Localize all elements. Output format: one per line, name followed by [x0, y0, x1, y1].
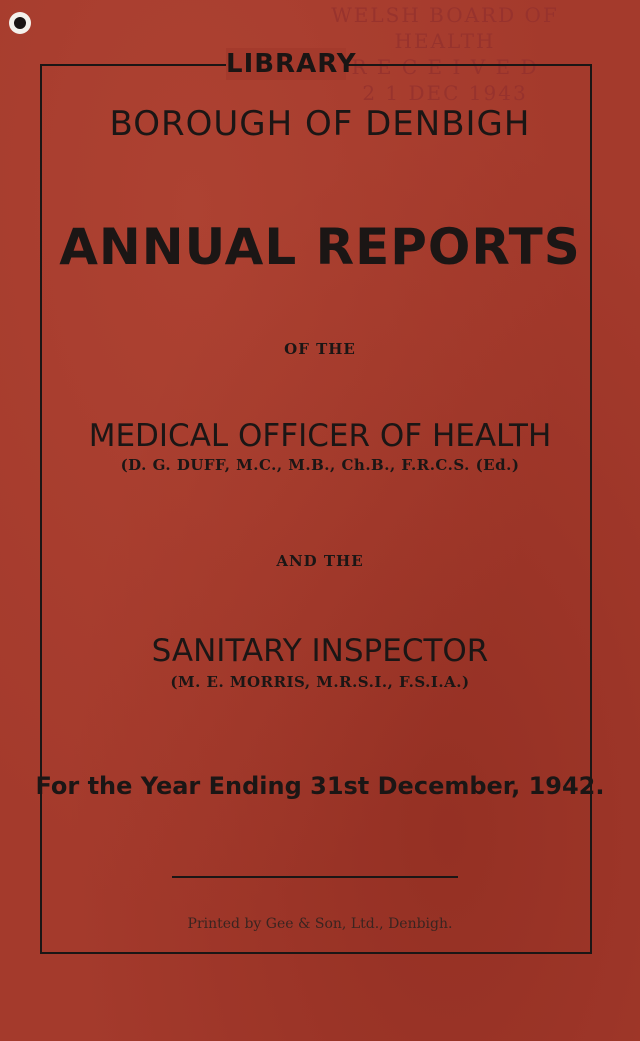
year-ending-line: For the Year Ending 31st December, 1942.: [35, 772, 605, 800]
stamp-line-1: WELSH BOARD OF HEALTH: [331, 3, 559, 53]
moh-name: (D. G. DUFF, M.C., M.B., Ch.B., F.R.C.S. (Ed.): [120, 456, 520, 474]
cover-border-frame: [40, 64, 592, 954]
divider-rule: [172, 876, 458, 878]
of-the-text: OF THE: [284, 340, 356, 358]
stamp-line-3: 2 1 DEC 1943: [362, 81, 528, 105]
annual-reports-title: ANNUAL REPORTS: [59, 218, 581, 276]
borough-title: BOROUGH OF DENBIGH: [109, 104, 531, 144]
printer-credit: Printed by Gee & Son, Ltd., Denbigh.: [187, 916, 453, 932]
sanitary-inspector-heading: SANITARY INSPECTOR: [151, 633, 489, 669]
and-the-text: AND THE: [276, 552, 364, 570]
punch-hole: [9, 12, 31, 34]
moh-heading: MEDICAL OFFICER OF HEALTH: [88, 418, 552, 454]
library-label: LIBRARY: [226, 49, 357, 79]
stamp-line-2: R E C E I V E D: [351, 55, 539, 79]
sanitary-inspector-name: (M. E. MORRIS, M.R.S.I., F.S.I.A.): [170, 673, 470, 691]
